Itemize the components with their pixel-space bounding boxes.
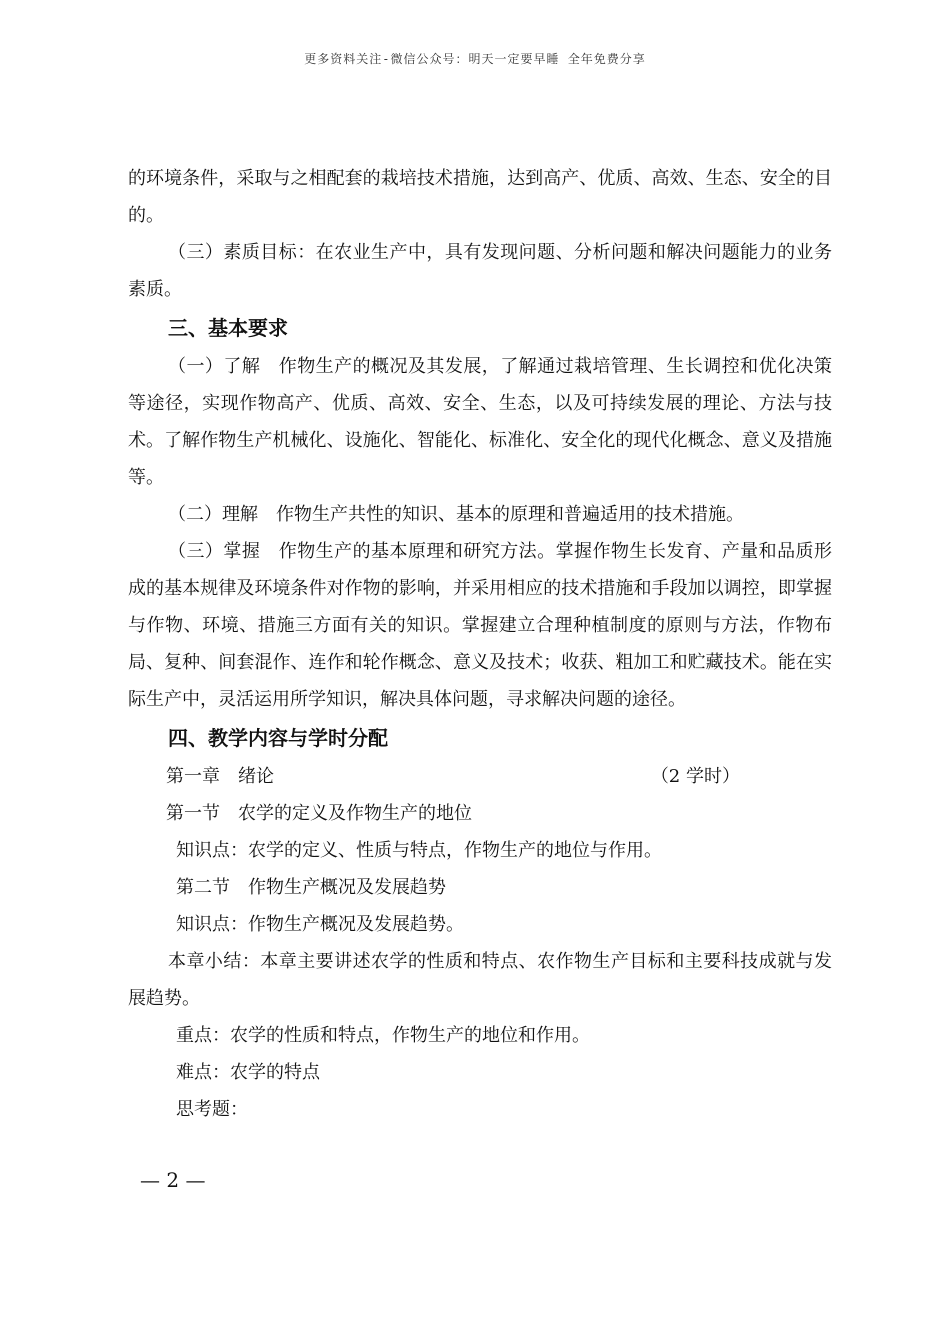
section-title: 第二节 作物生产概况及发展趋势 [176,877,446,898]
paragraph: 的环境条件，采取与之相配套的栽培技术措施，达到高产、优质、高效、生态、安全的目的。 [128,168,832,226]
knowledge-point: 知识点：农学的定义、性质与特点，作物生产的地位与作用。 [176,840,662,861]
section-title: 第一节 农学的定义及作物生产的地位 [166,803,472,824]
knowledge-point: 知识点：作物生产概况及发展趋势。 [176,914,464,935]
chapter-summary: 本章小结：本章主要讲述农学的性质和特点、农作物生产目标和主要科技成就与发展趋势。 [128,951,832,1009]
section-heading: 四、教学内容与学时分配 [168,726,388,750]
questions-label: 思考题： [176,1099,248,1120]
difficulty-point: 难点：农学的特点 [176,1062,320,1083]
key-point: 重点：农学的性质和特点，作物生产的地位和作用。 [176,1025,590,1046]
section-heading: 三、基本要求 [168,316,288,340]
page-number: — 2 — [140,1168,206,1192]
page-header: 更多资料关注-微信公众号：明天一定要早睡 全年免费分享 [304,52,646,66]
paragraph: （三）素质目标：在农业生产中，具有发现问题、分析问题和解决问题能力的业务素质。 [128,242,832,300]
chapter-title: 第一章 绪论 [166,766,274,787]
paragraph: （三）掌握 作物生产的基本原理和研究方法。掌握作物生长发育、产量和品质形成的基本规律及环境条件对作物的影响，并采用相应的技术措施和手段加以调控，即掌握与作物、环境、措施三方面有关的知识。掌握建立合理种植制度的原则与方法，作物布局、复种、间套混作、连作和轮作概念、意义及技术；收获、粗加工和贮藏技术。能在实际生产中，灵活运用所学知识，解决具体问题，寻求解决问题的途径。 [128,541,832,710]
chapter-line [128,758,832,795]
document-body [128,160,832,1128]
paragraph: （二）理解 作物生产共性的知识、基本的原理和普遍适用的技术措施。 [168,504,744,525]
chapter-hours: （2 学时） [650,766,740,787]
paragraph: （一）了解 作物生产的概况及其发展，了解通过栽培管理、生长调控和优化决策等途径，实现作物高产、优质、高效、安全、生态，以及可持续发展的理论、方法与技术。了解作物生产机械化、设施化、智能化、标准化、安全化的现代化概念、意义及措施等。 [128,356,832,488]
